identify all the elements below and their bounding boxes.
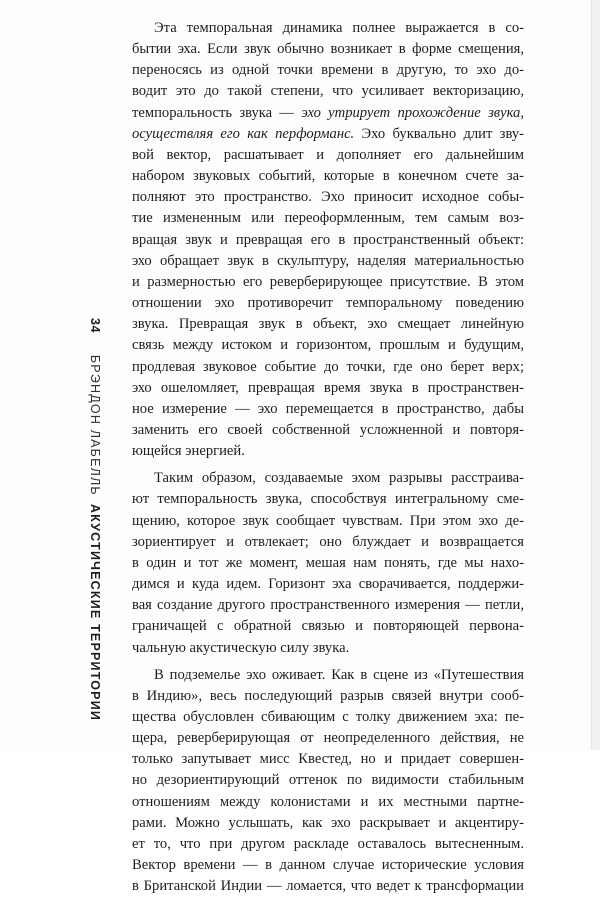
text-line: зориентирует и отвлекает; оно блуждает и возвращается [132, 533, 524, 550]
text-line: и размерностью его реверберирующее присутствие. В этом [132, 273, 524, 290]
italic-run: осуществляя его как перформанс. [132, 125, 355, 142]
italic-run: эхо утрирует прохождение звука, [301, 104, 524, 121]
text-line: щера, реверберирующая от неопределенного действия, не [132, 730, 524, 747]
text-line: рами. Можно услышать, как эхо раскрывает и акцентиру- [132, 814, 524, 831]
text-line: водит это до такой степени, что усиливает векторизацию, [132, 83, 524, 100]
text-line: эхо ошеломляет, превращая время звука в пространствен- [132, 379, 524, 396]
running-head-book-title: АКУСТИЧЕСКИЕ ТЕРРИТОРИИ [88, 503, 102, 722]
text-line: чальную акустическую силу звука. [132, 639, 350, 656]
text-run: Эхо буквально длит зву- [354, 125, 524, 142]
text-line: в Индию», весь последующий разрыв связей внутри сооб- [132, 687, 524, 704]
page-edge [591, 0, 600, 750]
text-line: в один и тот же момент, мешая нам понять, где мы нахо- [132, 554, 524, 571]
text-line: набором звуковых событий, которые в конечном счете за- [132, 168, 524, 185]
text-line: Таким образом, создаваемые эхом разрывы расстраива- [154, 470, 524, 487]
paragraph-3 [132, 665, 524, 897]
text-line: переносясь из одной точки времени в другую, то эхо до- [132, 62, 524, 79]
text-line [132, 103, 524, 124]
page-number: 34 [88, 318, 102, 333]
text-line: В подземелье эхо оживает. Как в сцене из «Путешествия [154, 666, 524, 683]
text-line: тие измененным или переоформленным, тем самым воз- [132, 210, 524, 227]
text-line: щества обусловлен сбивающим с толку движением эха: пе- [132, 709, 524, 725]
text-line: связь между истоком и горизонтом, прошлым и будущим, [132, 337, 524, 354]
running-head-author: БРЭНДОН ЛАБЕЛЛЬ [88, 354, 102, 496]
text-line: ющейся энергией. [132, 443, 245, 460]
text-line: вая создание другого пространственного измерения — петли, [132, 597, 524, 614]
text-line: полняют это пространство. Эхо приносит исходное собы- [132, 189, 524, 206]
body-text [132, 18, 524, 897]
paragraph-1 [132, 18, 524, 462]
text-line: продлевая звуковое событие до точки, где оно берет верх; [132, 358, 524, 375]
running-head [82, 318, 102, 738]
text-run: темпоральность звука — [132, 104, 302, 121]
text-line: ет то, что при другом раскладе оставалось вытесненным. [132, 835, 524, 852]
text-line: эхо обращает звук в скульптуру, наделяя материальностью [132, 252, 524, 269]
text-line: но дезориентирующий оттенок по видимости стабильным [132, 772, 524, 789]
text-line: вращая звук и превращая его в пространственный объект: [132, 231, 524, 248]
text-line: ют темпоральность звука, способствуя интегральному сме- [132, 491, 524, 508]
text-line: отношениям между колонистами и их местными партне- [132, 793, 524, 810]
paragraph-2 [132, 468, 524, 658]
text-line: Эта темпоральная динамика полнее выражается в со- [154, 20, 524, 36]
text-line: щению, которое звук сообщает чувствам. При этом эхо де- [132, 512, 524, 529]
text-line: Вектор времени — в данном случае исторические условия [132, 857, 524, 874]
running-head-text [88, 318, 102, 721]
text-line: ное измерение — эхо перемещается в пространство, дабы [132, 400, 524, 417]
text-line: бытии эха. Если звук обычно возникает в форме смещения, [132, 41, 524, 58]
text-line: отношении эхо противоречит темпоральному поведению [132, 295, 524, 312]
text-line: вой вектор, расшатывает и дополняет его дальнейшим [132, 146, 524, 163]
text-line: звука. Превращая звук в объект, эхо смещает линейную [132, 316, 524, 333]
text-line: в Британской Индии — ломается, что ведет к трансформации [132, 878, 524, 895]
text-line: граничащей с обратной связью и повторяющей первона- [132, 618, 524, 635]
text-line: димся и куда идем. Горизонт эха сворачивается, поддержи- [132, 576, 524, 593]
text-line: только запутывает мисс Квестед, но и придает совершен- [132, 751, 524, 768]
text-line: заменить его своей собственной усложненной и повторя- [132, 421, 524, 438]
text-line [132, 124, 524, 145]
